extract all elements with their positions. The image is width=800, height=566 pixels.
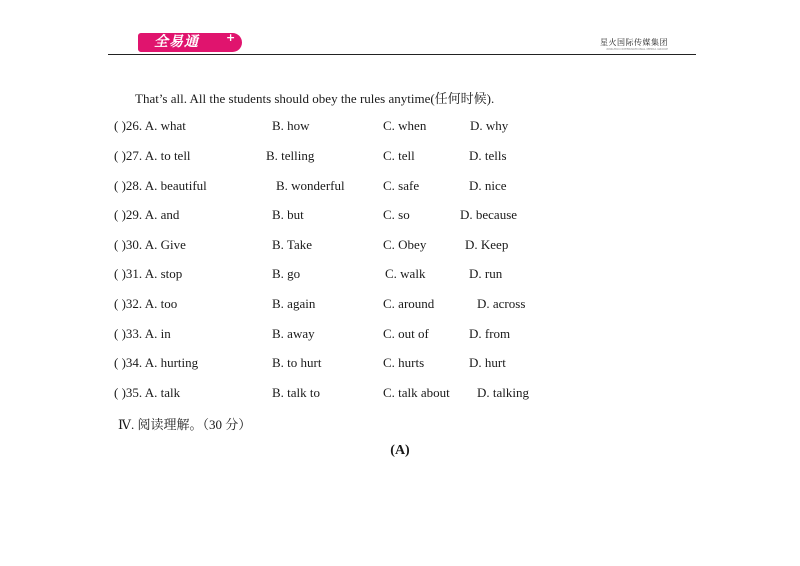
option-b: B. Take <box>272 237 313 252</box>
question-number-option-a: ( )34. A. hurting <box>114 355 199 370</box>
option-b: B. how <box>272 118 310 133</box>
option-d: D. tells <box>469 148 507 163</box>
option-b: B. wonderful <box>276 178 345 193</box>
option-d: D. run <box>469 266 503 281</box>
question-number-option-a: ( )33. A. in <box>114 326 171 341</box>
option-d: D. talking <box>477 385 529 400</box>
option-d: D. from <box>469 326 511 341</box>
subsection-label: (A) <box>390 443 410 458</box>
option-c: C. hurts <box>383 355 425 370</box>
question-row <box>0 148 800 168</box>
option-c: C. out of <box>383 326 429 341</box>
option-c: C. around <box>383 296 435 311</box>
option-c: C. Obey <box>383 237 427 252</box>
question-row <box>0 296 800 316</box>
question-row <box>0 326 800 346</box>
publisher-name: 星火国际传媒集团 <box>600 38 668 47</box>
option-d: D. nice <box>469 178 507 193</box>
question-row <box>0 178 800 198</box>
passage-closing-line: That’s all. All the students should obey the rules anytime(任何时候). <box>135 91 495 106</box>
question-row <box>0 237 800 257</box>
brand-logo <box>138 33 242 52</box>
question-row <box>0 118 800 138</box>
option-c: C. walk <box>385 266 426 281</box>
question-number-option-a: ( )27. A. to tell <box>114 148 191 163</box>
option-d: D. Keep <box>465 237 509 252</box>
question-row <box>0 207 800 227</box>
logo-plus: + <box>226 31 236 44</box>
option-d: D. across <box>477 296 526 311</box>
option-d: D. hurt <box>469 355 506 370</box>
option-b: B. talk to <box>272 385 321 400</box>
publisher-subtitle: XINGHUO INTERNATIONAL MEDIA GROUP <box>606 47 668 51</box>
option-b: B. but <box>272 207 304 222</box>
option-c: C. tell <box>383 148 415 163</box>
logo-text: 全易通 <box>154 34 199 50</box>
question-number-option-a: ( )31. A. stop <box>114 266 183 281</box>
option-b: B. go <box>272 266 301 281</box>
question-number-option-a: ( )29. A. and <box>114 207 180 222</box>
option-d: D. why <box>470 118 509 133</box>
question-row <box>0 266 800 286</box>
header-divider <box>108 54 696 55</box>
page-header <box>108 33 696 55</box>
question-number-option-a: ( )32. A. too <box>114 296 178 311</box>
section-title: Ⅳ. 阅读理解。（30 分） <box>118 417 252 432</box>
option-b: B. to hurt <box>272 355 322 370</box>
option-b: B. telling <box>266 148 315 163</box>
question-number-option-a: ( )35. A. talk <box>114 385 181 400</box>
option-c: C. talk about <box>383 385 450 400</box>
option-c: C. when <box>383 118 427 133</box>
option-d: D. because <box>460 207 518 222</box>
option-c: C. so <box>383 207 410 222</box>
question-number-option-a: ( )26. A. what <box>114 118 186 133</box>
option-b: B. again <box>272 296 316 311</box>
question-row <box>0 355 800 375</box>
option-c: C. safe <box>383 178 420 193</box>
question-number-option-a: ( )30. A. Give <box>114 237 186 252</box>
option-b: B. away <box>272 326 315 341</box>
question-row <box>0 385 800 405</box>
question-number-option-a: ( )28. A. beautiful <box>114 178 207 193</box>
